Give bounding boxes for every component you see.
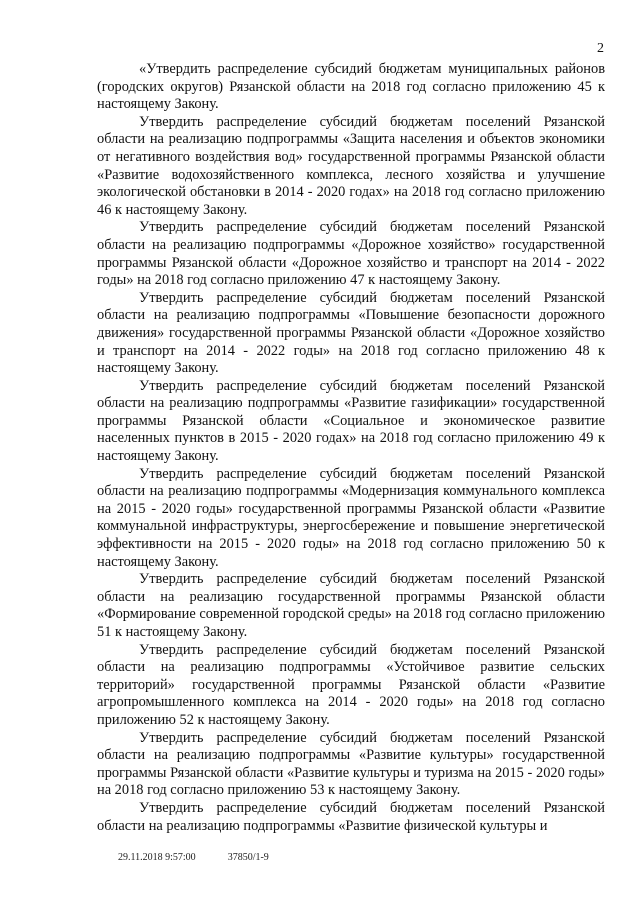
page-number: 2: [597, 41, 604, 56]
footer-timestamp: 29.11.2018 9:57:00: [118, 852, 196, 863]
footer-document-id: 37850/1-9: [227, 852, 269, 863]
paragraph-continued: Утвердить распределение субсидий бюджетам поселений Рязанской области на реализацию подпрограммы «Развитие физической культуры и: [97, 799, 605, 834]
paragraph-appendix-50: Утвердить распределение субсидий бюджетам поселений Рязанской области на реализацию подпрограммы «Модернизация коммунального комплекса на 2015 - 2020 годы» государственной программы Рязанской области «Развитие коммунальной инфраструктуры, энергосбережение и повышение энергетической эффективности на 2015 - 2020 годы» на 2018 год согласно приложению 50 к настоящему Закону.: [97, 465, 605, 570]
paragraph-appendix-46: Утвердить распределение субсидий бюджетам поселений Рязанской области на реализацию подпрограммы «Защита населения и объектов экономики от негативного воздействия вод» государственной программы Рязанской области «Развитие водохозяйственного комплекса, лесного хозяйства и улучшение экологической обстановки в 2014 - 2020 годах» на 2018 год согласно приложению 46 к настоящему Закону.: [97, 113, 605, 218]
page-footer: [118, 851, 269, 864]
document-body: [97, 61, 605, 835]
paragraph-appendix-53: Утвердить распределение субсидий бюджетам поселений Рязанской области на реализацию подпрограммы «Развитие культуры» государственной программы Рязанской области «Развитие культуры и туризма на 2015 - 2020 годы» на 2018 год согласно приложению 53 к настоящему Закону.: [97, 729, 605, 799]
paragraph-appendix-48: Утвердить распределение субсидий бюджетам поселений Рязанской области на реализацию подпрограммы «Повышение безопасности дорожного движения» государственной программы Рязанской области «Дорожное хозяйство и транспорт на 2014 - 2022 годы» на 2018 год согласно приложению 48 к настоящему Закону.: [97, 289, 605, 377]
paragraph-appendix-49: Утвердить распределение субсидий бюджетам поселений Рязанской области на реализацию подпрограммы «Развитие газификации» государственной программы Рязанской области «Социальное и экономическое развитие населенных пунктов в 2015 - 2020 годах» на 2018 год согласно приложению 49 к настоящему Закону.: [97, 377, 605, 465]
paragraph-appendix-45: «Утвердить распределение субсидий бюджетам муниципальных районов (городских округов) Рязанской области на 2018 год согласно приложению 45 к настоящему Закону.: [97, 61, 605, 113]
paragraph-appendix-47: Утвердить распределение субсидий бюджетам поселений Рязанской области на реализацию подпрограммы «Дорожное хозяйство» государственной программы Рязанской области «Дорожное хозяйство и транспорт на 2014 - 2022 годы» на 2018 год согласно приложению 47 к настоящему Закону.: [97, 219, 605, 289]
paragraph-appendix-52: Утвердить распределение субсидий бюджетам поселений Рязанской области на реализацию подпрограммы «Устойчивое развитие сельских территорий» государственной программы Рязанской области «Развитие агропромышленного комплекса на 2014 - 2020 годы» на 2018 год согласно приложению 52 к настоящему Закону.: [97, 641, 605, 728]
paragraph-appendix-51: Утвердить распределение субсидий бюджетам поселений Рязанской области на реализацию государственной программы Рязанской области «Формирование современной городской среды» на 2018 год согласно приложению 51 к настоящему Закону.: [97, 571, 605, 640]
